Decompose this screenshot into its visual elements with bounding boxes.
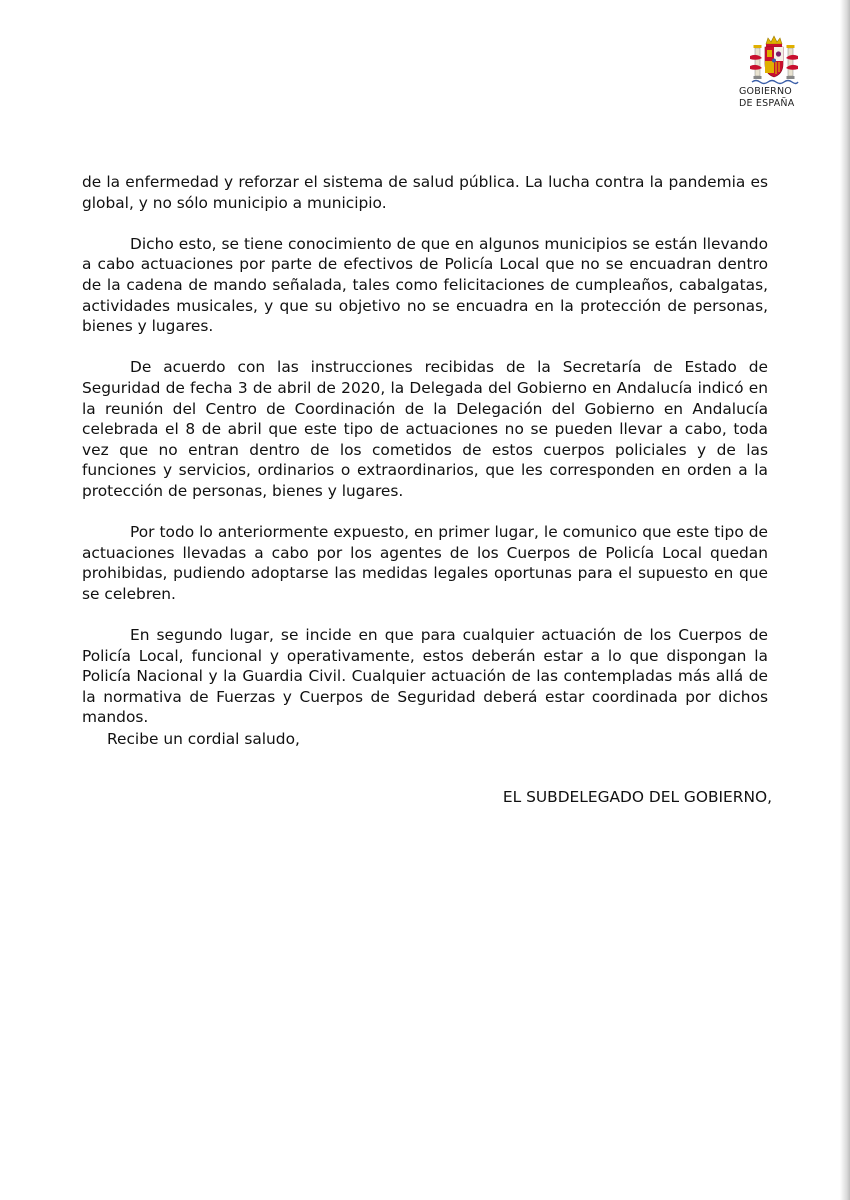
paragraph-4: Por todo lo anteriormente expuesto, en primer lugar, le comunico que este tipo de actuaciones llevadas a cabo por los agentes de los Cuerpos de Policía Local quedan prohibidas, pudiendo adoptarse las medidas legales oportunas para el supuesto en que se celebren. bbox=[82, 523, 768, 603]
letter-body bbox=[82, 172, 768, 749]
signature-line: EL SUBDELEGADO DEL GOBIERNO, bbox=[502, 788, 772, 806]
paragraph-3: De acuerdo con las instrucciones recibidas de la Secretaría de Estado de Seguridad de fecha 3 de abril de 2020, la Delegada del Gobierno en Andalucía indicó en la reunión del Centro de Coordinación de la Delegación del Gobierno en Andalucía celebrada el 8 de abril que este tipo de actuaciones no se pueden llevar a cabo, toda vez que no entran dentro de los cometidos de estos cuerpos policiales y de las funciones y servicios, ordinarios o extraordinarios, que les corresponden en orden a la protección de personas, bienes y lugares. bbox=[82, 358, 768, 500]
coat-of-arms-icon bbox=[744, 34, 804, 86]
paragraph-5: En segundo lugar, se incide en que para cualquier actuación de los Cuerpos de Policía Local, funcional y operativamente, estos deberán estar a lo que dispongan la Policía Nacional y la Guardia Civil. Cualquier actuación de las contempladas más allá de la normativa de Fuerzas y Cuerpos de Seguridad deberá estar coordinada por dichos mandos. bbox=[82, 626, 768, 727]
paragraph-2: Dicho esto, se tiene conocimiento de que en algunos municipios se están llevando a cabo actuaciones por parte de efectivos de Policía Local que no se encuadran dentro de la cadena de mando señalada, tales como felicitaciones de cumpleaños, cabalgatas, actividades musicales, y que su objetivo no se encuadra en la protección de personas, bienes y lugares. bbox=[82, 234, 768, 336]
closing-salutation: Recibe un cordial saludo, bbox=[107, 730, 300, 748]
logo-text-line2: DE ESPAÑA bbox=[739, 98, 795, 109]
logo-text-line1: GOBIERNO bbox=[739, 86, 792, 97]
gobierno-logo bbox=[734, 34, 814, 110]
paragraph-1: de la enfermedad y reforzar el sistema de salud pública. La lucha contra la pandemia es global, y no sólo municipio a municipio. bbox=[82, 173, 768, 212]
page-edge-shadow bbox=[840, 0, 850, 1200]
